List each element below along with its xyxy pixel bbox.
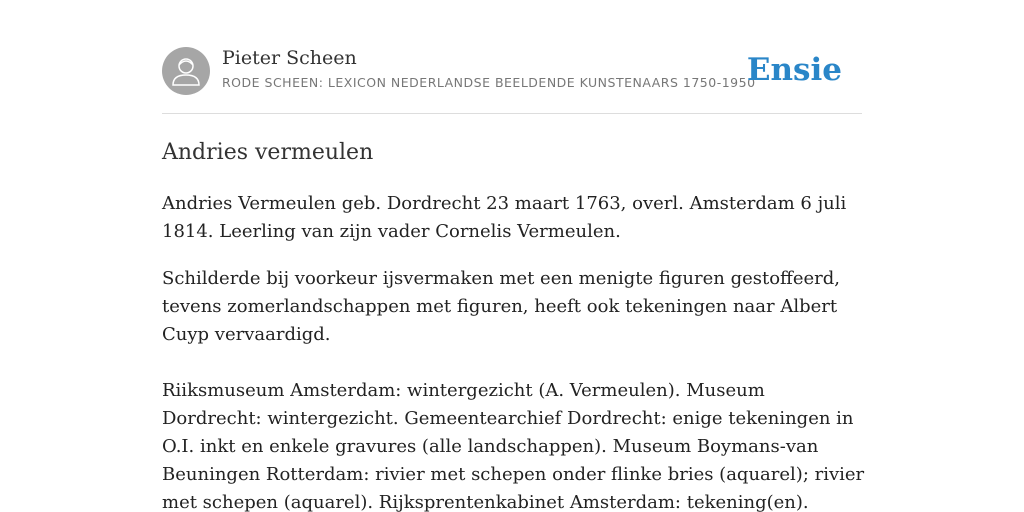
article-body (162, 190, 867, 512)
source-title[interactable]: RODE SCHEEN: LEXICON NEDERLANDSE BEELDENDE KUNSTENAARS 1750-1950 (222, 75, 756, 90)
ensie-logo[interactable]: Ensie (746, 52, 842, 88)
article-title: Andries vermeulen (162, 140, 374, 165)
author-header (162, 46, 862, 114)
avatar[interactable] (162, 47, 210, 95)
user-icon (162, 47, 210, 95)
paragraph-collections: Riiksmuseum Amsterdam: wintergezicht (A. Vermeulen). Museum Dordrecht: wintergezicht. Gemeentearchief Dordrecht: enige tekeningen in O.I. inkt en enkele gravures (alle landschappen). Museum Boymans-van Beuningen Rotterdam: rivier met schepen onder flinke bries (aquarel); rivier met schepen (aquarel). Rijksprentenkabinet Amsterdam: tekening(en). (162, 380, 865, 512)
paragraph-biography: Andries Vermeulen geb. Dordrecht 23 maart 1763, overl. Amsterdam 6 juli 1814. Leerling van zijn vader Cornelis Vermeulen. (162, 193, 847, 242)
paragraph-style: Schilderde bij voorkeur ijsvermaken met een menigte figuren gestoffeerd, tevens zomerlandschappen met figuren, heeft ook tekeningen naar Albert Cuyp vervaardigd. (162, 268, 840, 345)
author-name[interactable]: Pieter Scheen (222, 47, 357, 69)
